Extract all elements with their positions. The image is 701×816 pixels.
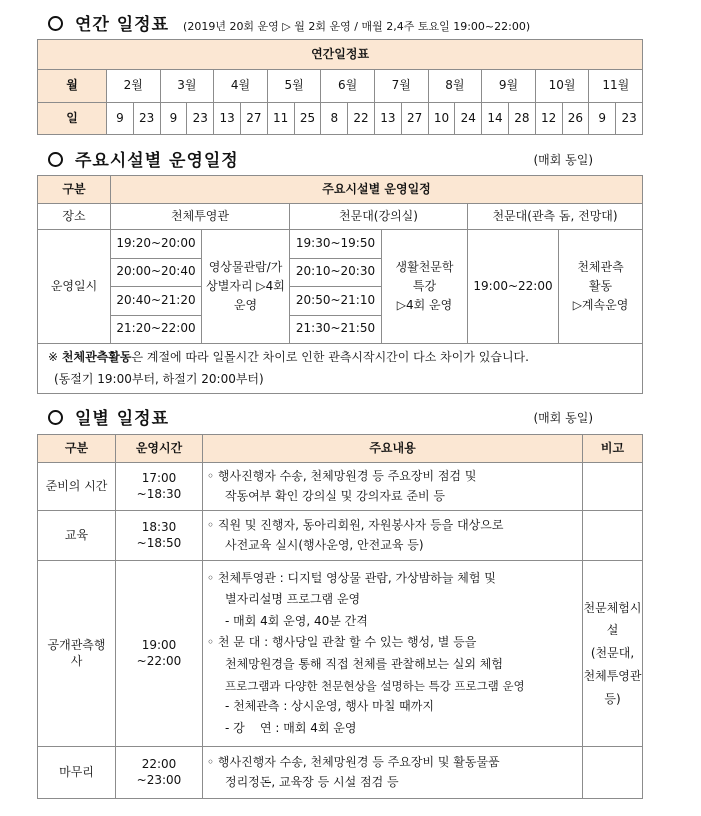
row-remark (583, 747, 643, 799)
month-cell: 4월 (214, 70, 268, 103)
remark-line: 등) (604, 691, 621, 706)
day-cell: 8 (321, 103, 348, 135)
dome-description (559, 230, 643, 344)
month-cell: 2월 (107, 70, 161, 103)
place-dome: 천문대(관측 돔, 전망대) (468, 204, 643, 230)
day-cell: 23 (187, 103, 214, 135)
footnote-text: 은 계절에 따라 일몰시간 차이로 인한 관측시작시간이 다소 차이가 있습니다. (131, 349, 529, 364)
desc-line: 활동 (588, 278, 613, 293)
content-line: ◦ 천체투영관 : 디지털 영상물 관람, 가상밤하늘 체험 및 (207, 570, 496, 585)
month-cell: 6월 (321, 70, 375, 103)
day-cell: 23 (616, 103, 643, 135)
annual-subtitle: (2019년 20회 운영 ▷ 월 2회 운영 / 매월 2,4주 토요일 19:00~22:00) (183, 20, 531, 33)
table-row (38, 561, 643, 747)
footnote-line-1 (48, 347, 632, 369)
day-cell: 10 (428, 103, 455, 135)
daily-title: 일별 일정표 (75, 409, 170, 429)
month-label: 월 (38, 70, 107, 103)
content-line: - 천체관측 : 상시운영, 행사 마칠 때까지 (225, 699, 434, 714)
facility-repeat-note: (매회 동일) (533, 153, 593, 167)
circle-bullet-icon (48, 152, 63, 167)
row-label: 교육 (38, 511, 116, 561)
month-cell: 9월 (482, 70, 536, 103)
remark-line: 천문체험시 (583, 600, 642, 615)
row-time (116, 463, 203, 511)
day-cell: 13 (214, 103, 241, 135)
day-cell: 9 (107, 103, 134, 135)
label-line: 공개관측행 (47, 637, 106, 652)
annual-schedule-table (37, 39, 643, 135)
time-start: 22:00 (141, 756, 177, 771)
row-remark (583, 561, 643, 747)
content-line: 프로그램과 다양한 천문현상을 설명하는 특강 프로그램 운영 (225, 678, 525, 693)
row-content (203, 463, 583, 511)
content-line: ◦ 행사진행자 수송, 천체망원경 등 주요장비 점검 및 (207, 469, 477, 484)
desc-line: ▷4회 운영 (396, 298, 453, 313)
day-cell: 24 (455, 103, 482, 135)
row-time (116, 511, 203, 561)
label-line: 사 (70, 653, 83, 668)
daily-section-heading (48, 404, 169, 429)
desc-line: 생활천문학 (395, 259, 454, 274)
content-line: 별자리설명 프로그램 운영 (225, 592, 361, 607)
day-label: 일 (38, 103, 107, 135)
time-start: 18:30 (141, 519, 177, 534)
facility-section-heading (48, 146, 239, 171)
month-cell: 7월 (374, 70, 428, 103)
content-line: 작동여부 확인 강의실 및 강의자료 준비 등 (225, 488, 445, 503)
time-label: 운영일시 (38, 230, 111, 344)
desc-line: ▷계속운영 (572, 298, 629, 313)
annual-title: 연간 일정표 (75, 15, 170, 35)
row-content (203, 561, 583, 747)
place-label: 장소 (38, 204, 111, 230)
desc-line: 특강 (412, 278, 437, 293)
day-cell: 28 (508, 103, 535, 135)
time-start: 19:00 (141, 637, 177, 652)
content-line: ◦ 천 문 대 : 행사당일 관찰 할 수 있는 행성, 별 등을 (207, 635, 477, 650)
day-cell: 9 (160, 103, 187, 135)
time-end: ~18:50 (136, 535, 182, 550)
time-start: 17:00 (141, 470, 177, 485)
desc-line: 천체관측 (577, 259, 624, 274)
remark-line: 천체투영관 (583, 668, 642, 683)
desc-line: 영상물관람/가 (208, 259, 283, 274)
content-line: ◦ 직원 및 진행자, 동아리회원, 자원봉사자 등을 대상으로 (207, 518, 504, 533)
table-row (38, 747, 643, 799)
planetarium-time-slot: 21:20~22:00 (111, 315, 202, 344)
content-line: 정리정돈, 교육장 등 시설 점검 등 (225, 774, 399, 789)
month-cell: 3월 (160, 70, 214, 103)
row-time (116, 747, 203, 799)
lecture-time-slot: 19:30~19:50 (290, 230, 382, 259)
desc-line: 운영 (233, 298, 258, 313)
time-end: ~22:00 (136, 653, 182, 668)
table-row (38, 463, 643, 511)
lecture-time-slot: 21:30~21:50 (290, 315, 382, 344)
month-cell: 11월 (589, 70, 643, 103)
facility-schedule-table (37, 175, 643, 394)
row-remark (583, 463, 643, 511)
lecture-description (382, 230, 468, 344)
footnote-line-2: (동절기 19:00부터, 하절기 20:00부터) (54, 371, 264, 386)
row-label (38, 561, 116, 747)
day-cell: 22 (348, 103, 375, 135)
day-cell: 27 (401, 103, 428, 135)
planetarium-time-slot: 19:20~20:00 (111, 230, 202, 259)
content-line: ◦ 행사진행자 수송, 천체망원경 등 주요장비 및 활동물품 (207, 755, 500, 770)
daily-schedule-table (37, 434, 643, 799)
day-cell: 13 (374, 103, 401, 135)
circle-bullet-icon (48, 410, 63, 425)
facility-col-header: 주요시설별 운영일정 (111, 176, 643, 204)
daily-header-time: 운영시간 (116, 435, 203, 463)
planetarium-time-slot: 20:00~20:40 (111, 258, 202, 287)
remark-line: 설 (606, 623, 619, 638)
content-line: - 강 연 : 매회 4회 운영 (225, 720, 357, 735)
place-planetarium: 천체투영관 (111, 204, 290, 230)
annual-section-heading (48, 10, 530, 35)
desc-line: 상별자리 ▷4회 (206, 278, 285, 293)
content-line: 천체망원경을 통해 직접 천체를 관찰해보는 실외 체험 (225, 656, 503, 671)
daily-header-content: 주요내용 (203, 435, 583, 463)
lecture-time-slot: 20:50~21:10 (290, 287, 382, 316)
day-cell: 11 (267, 103, 294, 135)
day-cell: 9 (589, 103, 616, 135)
day-cell: 12 (535, 103, 562, 135)
row-remark (583, 511, 643, 561)
planetarium-time-slot: 20:40~21:20 (111, 287, 202, 316)
lecture-time-slot: 20:10~20:30 (290, 258, 382, 287)
daily-header-remark: 비고 (583, 435, 643, 463)
circle-bullet-icon (48, 16, 63, 31)
row-label: 준비의 시간 (38, 463, 116, 511)
day-cell: 27 (240, 103, 267, 135)
row-content (203, 747, 583, 799)
day-cell: 25 (294, 103, 321, 135)
remark-line: (천문대, (590, 646, 635, 661)
time-end: ~23:00 (136, 772, 182, 787)
dome-time: 19:00~22:00 (468, 230, 559, 344)
content-line: 사전교육 실시(행사운영, 안전교육 등) (225, 537, 424, 552)
day-row (38, 103, 643, 135)
month-cell: 10월 (535, 70, 589, 103)
month-cell: 5월 (267, 70, 321, 103)
row-label: 마무리 (38, 747, 116, 799)
facility-title: 주요시설별 운영일정 (75, 151, 239, 171)
place-lecture-room: 천문대(강의실) (290, 204, 468, 230)
annual-table-title: 연간일정표 (38, 40, 643, 70)
planetarium-description (202, 230, 290, 344)
content-line: - 매회 4회 운영, 40분 간격 (225, 613, 368, 628)
row-time (116, 561, 203, 747)
daily-repeat-note: (매회 동일) (533, 411, 593, 425)
table-row (38, 511, 643, 561)
month-row (38, 70, 643, 103)
facility-col-label: 구분 (38, 176, 111, 204)
facility-footnote (38, 344, 643, 394)
note-mark: ※ (48, 349, 59, 364)
day-cell: 26 (562, 103, 589, 135)
day-cell: 23 (133, 103, 160, 135)
time-end: ~18:30 (136, 486, 182, 501)
daily-header-category: 구분 (38, 435, 116, 463)
footnote-keyword: 천체관측활동 (61, 349, 132, 364)
month-cell: 8월 (428, 70, 482, 103)
row-content (203, 511, 583, 561)
day-cell: 14 (482, 103, 509, 135)
